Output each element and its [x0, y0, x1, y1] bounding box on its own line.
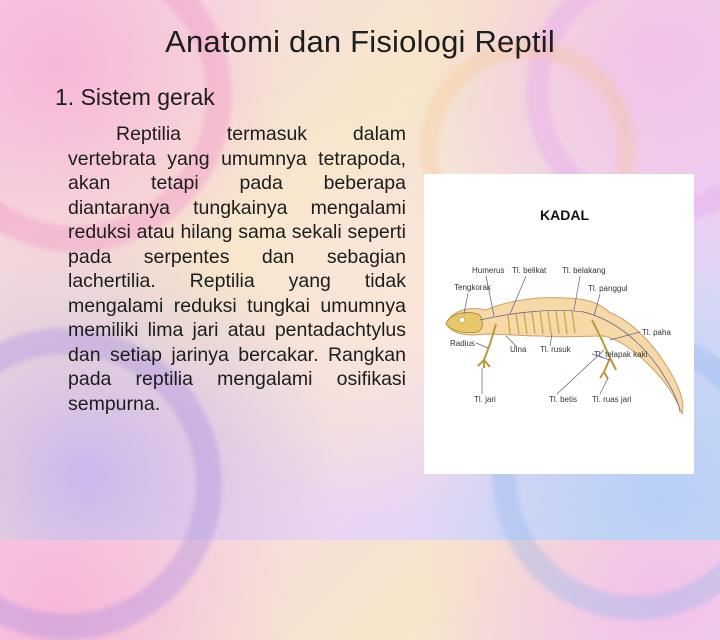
label-tl-ruas-jari: Tl. ruas jari [592, 395, 632, 404]
label-tl-panggul: Tl. panggul [588, 284, 628, 293]
label-tl-rusuk: Tl. rusuk [540, 345, 571, 354]
label-tl-betis: Tl. betis [549, 395, 578, 404]
label-tl-belakang: Tl. belakang [562, 266, 606, 275]
label-tl-jari: Tl. jari [474, 395, 496, 404]
label-radius: Radius [450, 339, 475, 348]
body-paragraph: Reptilia termasuk dalam vertebrata yang umumnya tetrapoda, akan tetapi pada beberapa diantaranya tungkainya mengalami reduksi atau hilang sama sekali seperti pada serpentes dan sebagian lachertilia. Reptilia yang tidak mengalami reduksi tungkai umumnya memiliki lima jari atau pentadachtylus dan setiap jarinya bercakar. Rangkan pada reptilia mengalami osifikasi sempurna. [68, 123, 406, 415]
label-tl-belikat: Tl. belikat [512, 266, 547, 275]
figure-title: KADAL [540, 207, 589, 223]
label-ulna: Ulna [510, 345, 527, 354]
lizard-skeleton-diagram [424, 174, 694, 474]
label-tl-telapak-kaki: Tl. telapak kaki [594, 350, 648, 359]
label-tengkorak: Tengkorak [454, 283, 491, 292]
label-tl-paha: Tl. paha [642, 328, 671, 337]
slide-subtitle: 1. Sistem gerak [55, 84, 215, 110]
eye-socket [459, 317, 465, 323]
label-humerus: Humerus [472, 266, 505, 275]
lizard-skeleton-figure [424, 174, 694, 474]
slide-title: Anatomi dan Fisiologi Reptil [165, 24, 555, 59]
